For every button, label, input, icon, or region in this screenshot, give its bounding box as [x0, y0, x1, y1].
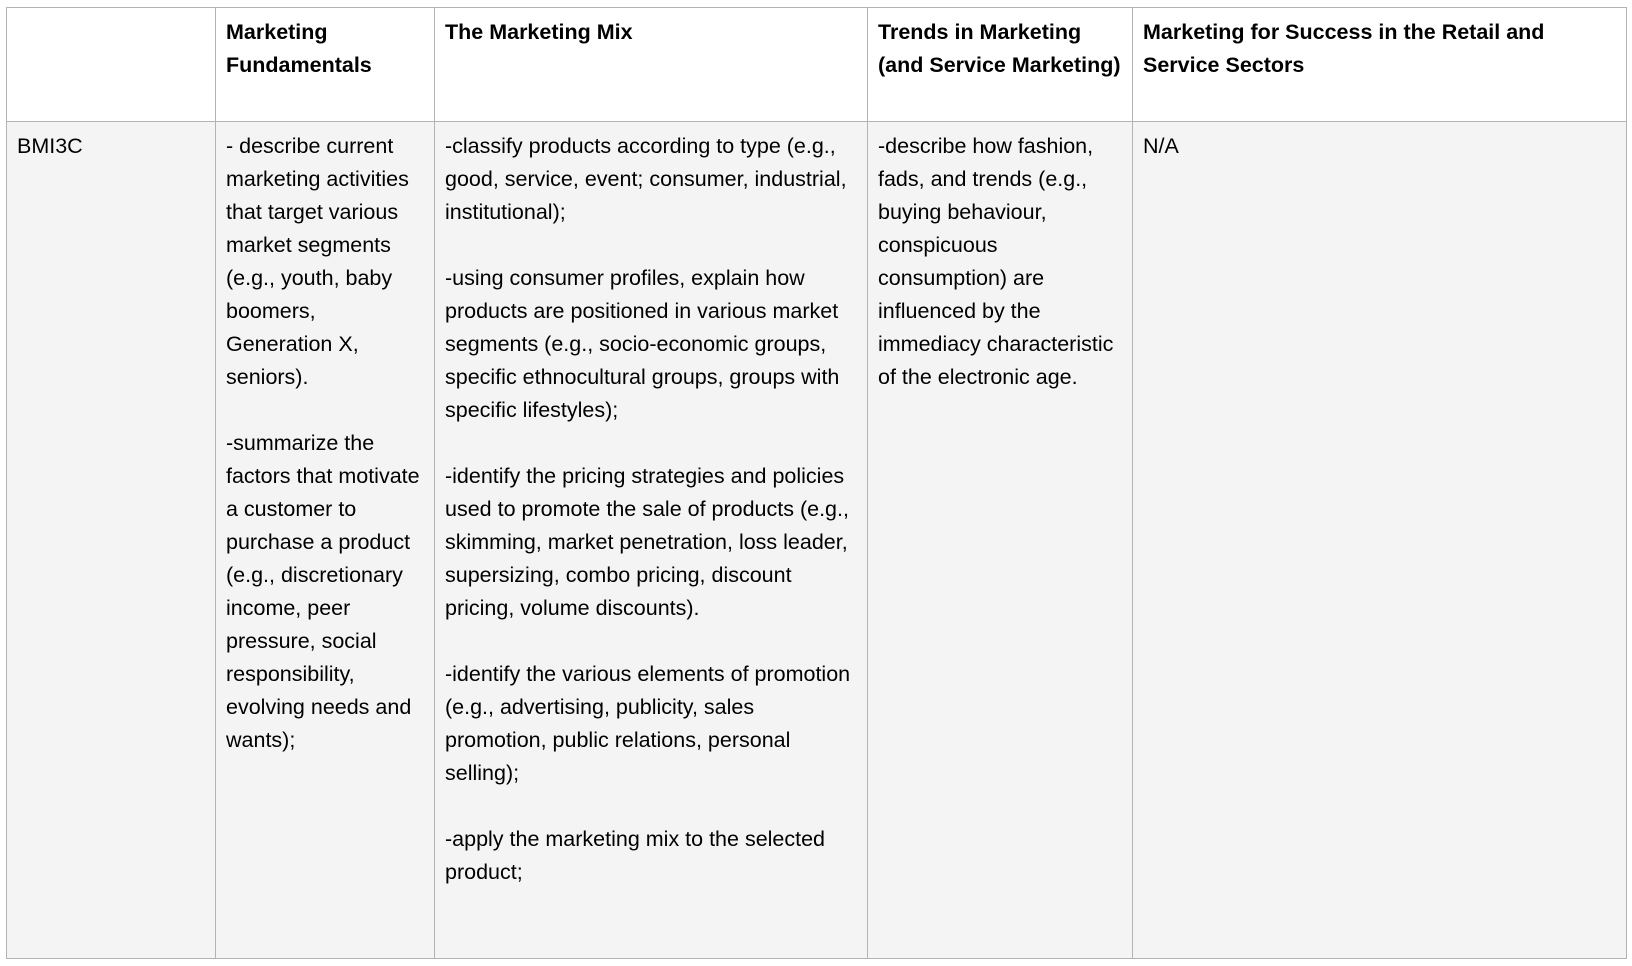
fundamentals-item: -summarize the factors that motivate a customer to purchase a product (e.g., discretionary income, peer pressure, social responsibility, evolving needs and wants); — [226, 431, 420, 752]
course-code-cell — [7, 122, 216, 959]
marketing-mix-item: -classify products according to type (e.g., good, service, event; consumer, industrial, institutional); — [445, 134, 847, 224]
header-cell-empty — [7, 8, 216, 122]
header-row — [7, 8, 1627, 122]
trends-item: -describe how fashion, fads, and trends (e.g., buying behaviour, conspicuous consumption) are influenced by the immediacy characteristic of the electronic age. — [878, 134, 1114, 389]
fundamentals-item: - describe current marketing activities that target various market segments (e.g., youth, baby boomers, Generation X, seniors). — [226, 134, 409, 389]
retail-service-cell — [1133, 122, 1627, 959]
marketing-mix-item: -identify the pricing strategies and policies used to promote the sale of products (e.g., skimming, market penetration, loss leader, supersizing, combo pricing, discount pricing, volume discounts). — [445, 464, 849, 620]
retail-service-item: N/A — [1143, 134, 1179, 158]
header-cell-marketing-mix: The Marketing Mix — [435, 8, 868, 122]
fundamentals-cell — [216, 122, 435, 959]
marketing-mix-item: -identify the various elements of promotion (e.g., advertising, publicity, sales promotion, public relations, personal selling); — [445, 662, 851, 785]
marketing-mix-item: -apply the marketing mix to the selected product; — [445, 827, 826, 884]
marketing-mix-cell — [435, 122, 868, 959]
curriculum-table — [6, 7, 1627, 959]
header-cell-trends: Trends in Marketing (and Service Marketing) — [868, 8, 1133, 122]
header-cell-marketing-fundamentals: Marketing Fundamentals — [216, 8, 435, 122]
marketing-mix-item: -using consumer profiles, explain how products are positioned in various market segments (e.g., socio-economic groups, specific ethnocultural groups, groups with specific lifestyles); — [445, 266, 840, 422]
trends-cell — [868, 122, 1133, 959]
header-cell-retail-service: Marketing for Success in the Retail and Service Sectors — [1133, 8, 1627, 122]
table-row — [7, 122, 1627, 959]
course-code: BMI3C — [17, 134, 83, 158]
